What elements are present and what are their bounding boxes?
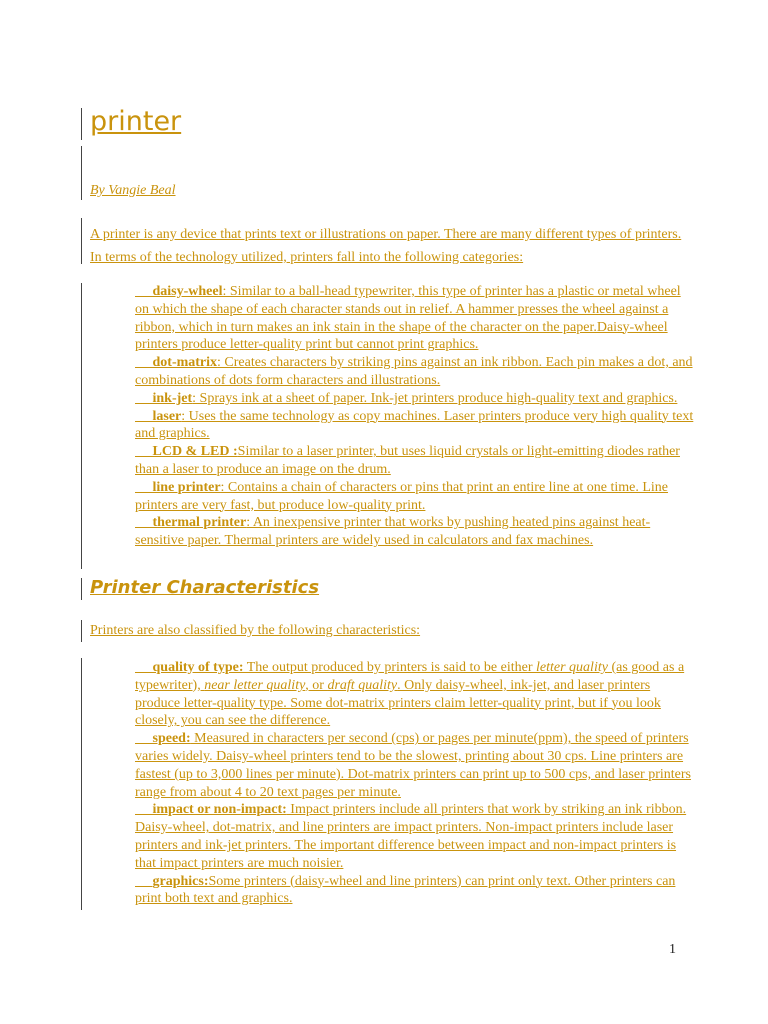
list-item: [135, 873, 695, 909]
list-item: [135, 390, 695, 408]
page-number: 1: [669, 942, 676, 957]
italic-term: draft quality: [327, 677, 398, 693]
term-label: impact or non-impact:: [152, 802, 287, 818]
term-description: , or: [305, 677, 328, 693]
term-label: laser: [152, 408, 182, 424]
change-bar: [81, 658, 82, 910]
term-description: The output produced by printers is said to be either: [243, 660, 537, 675]
list-item: [135, 801, 695, 872]
section-intro: Printers are also classified by the following characteristics:: [90, 623, 421, 638]
term-label: thermal printer: [152, 515, 247, 531]
term-description: : Similar to a ball-head typewriter, this type of printer has a plastic or metal wheel on which the shape of each character stands out in relief. A hammer presses the wheel against a ribbon, which in turn makes an ink stain in the shape of the character on the paper.Daisy-wheel printers produce letter-quality print but cannot print graphics.: [135, 284, 681, 353]
term-description: : Uses the same technology as copy machines. Laser printers produce very high quality text and graphics.: [135, 408, 694, 442]
list-item: [135, 479, 695, 515]
list-item: [135, 730, 695, 801]
change-bar: [81, 146, 82, 200]
term-label: LCD & LED :: [152, 444, 238, 460]
change-bar: [81, 578, 82, 600]
term-description: : Sprays ink at a sheet of paper. Ink-jet printers produce high-quality text and graphics.: [192, 390, 678, 406]
term-label: ink-jet: [152, 390, 193, 406]
list-item: [135, 659, 695, 730]
term-description: Impact printers include all printers that work by striking an ink ribbon. Daisy-wheel, dot-matrix, and line printers are impact printers. Non-impact printers include laser printers and ink-jet printers. The important difference between impact and non-impact printers is that impact printers are much noisier.: [135, 802, 687, 871]
term-label: speed:: [152, 731, 191, 747]
printer-types-list: [135, 283, 695, 550]
page-title: printer: [90, 106, 182, 137]
term-description: : An inexpensive printer that works by pushing heated pins against heat-sensitive paper. Thermal printers are widely used in calculators and fax machines.: [135, 515, 651, 549]
change-bar: [81, 283, 82, 569]
term-description: : Contains a chain of characters or pins that print an entire line at one time. Line printers are very fast, but produce low-quality print.: [135, 479, 669, 513]
list-item: [135, 514, 695, 550]
term-description: (as good as a typewriter),: [135, 660, 685, 693]
term-description: Some printers (daisy-wheel and line printers) can print only text. Other printers can print both text and graphics.: [135, 873, 676, 907]
list-item: [135, 283, 695, 354]
term-description: Similar to a laser printer, but uses liquid crystals or light-emitting diodes rather than a laser to produce an image on the drum.: [135, 444, 680, 477]
change-bar: [81, 620, 82, 642]
change-bar: [81, 218, 82, 264]
change-bar: [81, 108, 82, 140]
byline: By Vangie Beal: [90, 183, 176, 198]
intro-paragraph: A printer is any device that prints text or illustrations on paper. There are many different types of printers. In terms of the technology utilized, printers fall into the following categories:: [90, 227, 682, 265]
term-label: daisy-wheel: [152, 284, 223, 299]
term-description: . Only daisy-wheel, ink-jet, and laser printers produce letter-quality type. Some dot-matrix printers claim letter-quality print, but if you look closely, you can see the difference.: [135, 677, 661, 729]
list-item: [135, 408, 695, 444]
term-label: dot-matrix: [152, 355, 218, 371]
section-heading: Printer Characteristics: [90, 577, 320, 598]
term-label: quality of type:: [152, 660, 244, 675]
term-description: : Creates characters by striking pins against an ink ribbon. Each pin makes a dot, and combinations of dots form characters and illustrations.: [135, 355, 693, 388]
characteristics-list: [135, 659, 695, 908]
list-item: [135, 354, 695, 390]
list-item: [135, 443, 695, 479]
term-description: Measured in characters per second (cps) or pages per minute(ppm), the speed of printers varies widely. Daisy-wheel printers tend to be the slowest, printing about 30 cps. Line printers are fastest (up to 3,000 lines per minute). Dot-matrix printers can print up to 500 cps, and laser printers range from about 4 to 20 text pages per minute.: [135, 731, 691, 800]
italic-term: near letter quality: [204, 677, 306, 693]
term-label: graphics:: [152, 873, 209, 889]
italic-term: letter quality: [536, 660, 608, 675]
term-label: line printer: [152, 479, 221, 495]
